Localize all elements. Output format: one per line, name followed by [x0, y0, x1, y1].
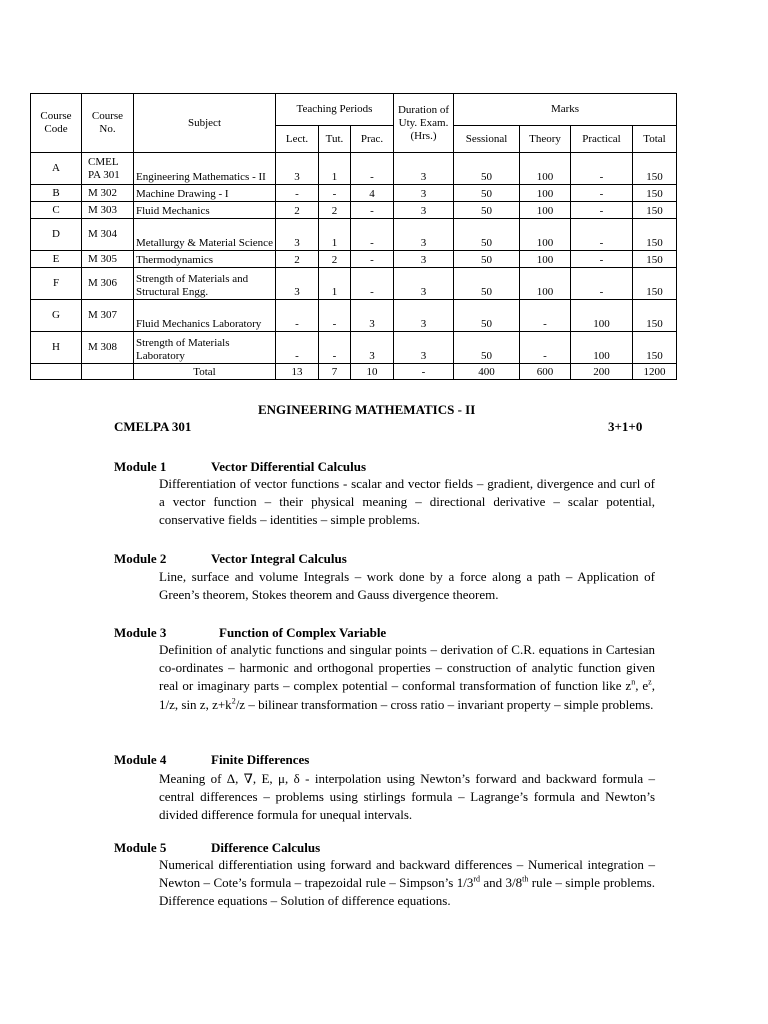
- cell-course-no: M 302: [82, 185, 134, 202]
- header-lect: Lect.: [276, 126, 319, 153]
- course-code: CMELPA 301: [114, 419, 192, 434]
- cell-subject: Machine Drawing - I: [134, 185, 276, 202]
- cell-practical: -: [571, 268, 633, 300]
- cell-sessional: 50: [454, 332, 520, 364]
- module-1-heading: [114, 459, 366, 475]
- cell-course-no: M 304: [82, 219, 134, 251]
- total-tut: 7: [319, 364, 351, 380]
- header-prac: Prac.: [351, 126, 394, 153]
- cell-course-no: M 305: [82, 251, 134, 268]
- cell-subject: Engineering Mathematics - II: [134, 153, 276, 185]
- body-text: Definition of analytic functions and singular points – derivation of C.R. equations in Cartesian co-ordinates – harmonic and orthogonal properties – construction of analytic function given real or imaginary parts – complex potential – conformal transformation of function like z: [159, 642, 655, 694]
- cell-empty: [82, 364, 134, 380]
- cell-tut: 2: [319, 202, 351, 219]
- table-row: [31, 268, 677, 300]
- cell-tut: -: [319, 185, 351, 202]
- module-label: Module 2: [114, 551, 167, 566]
- cell-practical: -: [571, 185, 633, 202]
- cell-total: 150: [633, 219, 677, 251]
- cell-lect: -: [276, 300, 319, 332]
- table-row: [31, 219, 677, 251]
- cell-prac: -: [351, 219, 394, 251]
- module-title: Difference Calculus: [211, 840, 321, 855]
- cell-code: A: [31, 153, 82, 185]
- table-row: [31, 332, 677, 364]
- cell-practical: -: [571, 219, 633, 251]
- superscript: rd: [473, 874, 480, 884]
- cell-sessional: 50: [454, 300, 520, 332]
- cell-sessional: 50: [454, 251, 520, 268]
- cell-duration: 3: [394, 219, 454, 251]
- cell-tut: 1: [319, 153, 351, 185]
- module-4-heading: [114, 752, 309, 768]
- cell-sessional: 50: [454, 268, 520, 300]
- body-text: , e: [635, 678, 649, 694]
- total-prac: 10: [351, 364, 394, 380]
- course-scheme-table: [30, 93, 677, 380]
- body-text: Numerical differentiation using forward and backward differences – Numerical integration – Newton – Cote’s formula – trapezoidal rule – Simpson’s 1/3: [159, 857, 655, 891]
- cell-prac: -: [351, 251, 394, 268]
- header-practical: Practical: [571, 126, 633, 153]
- module-4-body: Meaning of Δ, ∇, E, μ, δ - interpolation using Newton’s forward and backward formula – central differences – problems using stirlings formula – Lagrange’s formula and Newton’s divided difference formula for unequal intervals.: [159, 771, 655, 823]
- cell-total: 150: [633, 268, 677, 300]
- header-sessional: Sessional: [454, 126, 520, 153]
- cell-theory: 100: [520, 185, 571, 202]
- cell-practical: -: [571, 251, 633, 268]
- table-row: [31, 185, 677, 202]
- cell-code: F: [31, 268, 82, 300]
- header-teaching-periods: Teaching Periods: [276, 94, 394, 126]
- body-text: rule – simple problems. Difference equations – Solution of difference equations.: [159, 875, 655, 909]
- cell-lect: 3: [276, 153, 319, 185]
- cell-lect: -: [276, 332, 319, 364]
- cell-total: 150: [633, 185, 677, 202]
- cell-sessional: 50: [454, 185, 520, 202]
- course-credits: 3+1+0: [608, 419, 643, 434]
- header-total: Total: [633, 126, 677, 153]
- cell-course-no: M 306: [82, 268, 134, 300]
- module-5-body: [159, 856, 655, 911]
- cell-lect: 3: [276, 268, 319, 300]
- cell-practical: 100: [571, 332, 633, 364]
- cell-total: 150: [633, 332, 677, 364]
- cell-course-no: CMEL PA 301: [82, 153, 134, 185]
- cell-total: 150: [633, 153, 677, 185]
- header-duration: Duration of Uty. Exam. (Hrs.): [394, 94, 454, 153]
- cell-theory: 100: [520, 202, 571, 219]
- total-marks: 1200: [633, 364, 677, 380]
- syllabus-title: ENGINEERING MATHEMATICS - II: [258, 402, 476, 417]
- cell-lect: 2: [276, 202, 319, 219]
- cell-duration: 3: [394, 202, 454, 219]
- total-lect: 13: [276, 364, 319, 380]
- cell-subject: Fluid Mechanics Laboratory: [134, 300, 276, 332]
- cell-theory: 100: [520, 153, 571, 185]
- superscript: z: [648, 678, 652, 688]
- cell-subject: Metallurgy & Material Science: [134, 219, 276, 251]
- module-1-body: Differentiation of vector functions - scalar and vector fields – gradient, divergence and curl of a vector function – their physical meaning – directional derivative – scalar potential, conservative fields – identities – simple problems.: [159, 476, 655, 528]
- cell-tut: -: [319, 332, 351, 364]
- superscript: n: [631, 678, 636, 688]
- cell-subject: Strength of Materials Laboratory: [134, 332, 276, 364]
- table-row: [31, 251, 677, 268]
- body-text: , 1/z, sin z, z+k: [159, 678, 655, 712]
- module-label: Module 4: [114, 752, 167, 767]
- cell-theory: 100: [520, 251, 571, 268]
- module-5-heading: [114, 840, 320, 856]
- total-practical: 200: [571, 364, 633, 380]
- cell-code: B: [31, 185, 82, 202]
- cell-duration: 3: [394, 268, 454, 300]
- cell-sessional: 50: [454, 202, 520, 219]
- cell-sessional: 50: [454, 153, 520, 185]
- cell-subject: Thermodynamics: [134, 251, 276, 268]
- cell-duration: 3: [394, 185, 454, 202]
- cell-code: D: [31, 219, 82, 251]
- body-text: and 3/8: [480, 875, 523, 891]
- cell-empty: [31, 364, 82, 380]
- cell-prac: -: [351, 202, 394, 219]
- cell-practical: -: [571, 153, 633, 185]
- total-duration: -: [394, 364, 454, 380]
- cell-theory: -: [520, 300, 571, 332]
- cell-prac: -: [351, 153, 394, 185]
- cell-duration: 3: [394, 153, 454, 185]
- module-label: Module 1: [114, 459, 167, 474]
- cell-lect: 3: [276, 219, 319, 251]
- cell-total: 150: [633, 251, 677, 268]
- cell-code: G: [31, 300, 82, 332]
- cell-practical: -: [571, 202, 633, 219]
- module-title: Function of Complex Variable: [219, 625, 387, 640]
- cell-duration: 3: [394, 332, 454, 364]
- header-subject: Subject: [134, 94, 276, 153]
- total-theory: 600: [520, 364, 571, 380]
- header-course-code: Course Code: [31, 94, 82, 153]
- cell-code: H: [31, 332, 82, 364]
- cell-sessional: 50: [454, 219, 520, 251]
- cell-code: E: [31, 251, 82, 268]
- superscript: 2: [231, 696, 236, 706]
- total-sessional: 400: [454, 364, 520, 380]
- cell-prac: 3: [351, 300, 394, 332]
- module-title: Finite Differences: [211, 752, 310, 767]
- cell-course-no: M 308: [82, 332, 134, 364]
- cell-course-no: M 303: [82, 202, 134, 219]
- cell-practical: 100: [571, 300, 633, 332]
- module-title: Vector Differential Calculus: [211, 459, 367, 474]
- header-theory: Theory: [520, 126, 571, 153]
- cell-course-no: M 307: [82, 300, 134, 332]
- superscript: th: [522, 874, 529, 884]
- cell-tut: 1: [319, 219, 351, 251]
- total-label: Total: [134, 364, 276, 380]
- cell-prac: 3: [351, 332, 394, 364]
- cell-total: 150: [633, 202, 677, 219]
- module-2-body: Line, surface and volume Integrals – work done by a force along a path – Application of Green’s theorem, Stokes theorem and Gauss divergence theorem.: [159, 569, 655, 603]
- cell-prac: -: [351, 268, 394, 300]
- cell-theory: 100: [520, 219, 571, 251]
- cell-tut: 2: [319, 251, 351, 268]
- module-3-heading: [114, 625, 386, 641]
- header-marks: Marks: [454, 94, 677, 126]
- cell-tut: 1: [319, 268, 351, 300]
- module-title: Vector Integral Calculus: [211, 551, 347, 566]
- table-total-row: [31, 364, 677, 380]
- module-label: Module 3: [114, 625, 167, 640]
- body-text: /z – bilinear transformation – cross ratio – invariant property – simple problems.: [235, 696, 654, 712]
- table-row: [31, 153, 677, 185]
- cell-lect: -: [276, 185, 319, 202]
- cell-prac: 4: [351, 185, 394, 202]
- table-row: [31, 300, 677, 332]
- module-2-heading: [114, 551, 347, 567]
- header-course-no: Course No.: [82, 94, 134, 153]
- cell-tut: -: [319, 300, 351, 332]
- cell-duration: 3: [394, 251, 454, 268]
- table-row: [31, 202, 677, 219]
- header-tut: Tut.: [319, 126, 351, 153]
- cell-subject: Fluid Mechanics: [134, 202, 276, 219]
- cell-duration: 3: [394, 300, 454, 332]
- cell-total: 150: [633, 300, 677, 332]
- module-3-body: [159, 641, 655, 714]
- cell-theory: -: [520, 332, 571, 364]
- cell-subject: Strength of Materials and Structural Engg.: [134, 268, 276, 300]
- cell-theory: 100: [520, 268, 571, 300]
- cell-lect: 2: [276, 251, 319, 268]
- module-label: Module 5: [114, 840, 167, 855]
- cell-code: C: [31, 202, 82, 219]
